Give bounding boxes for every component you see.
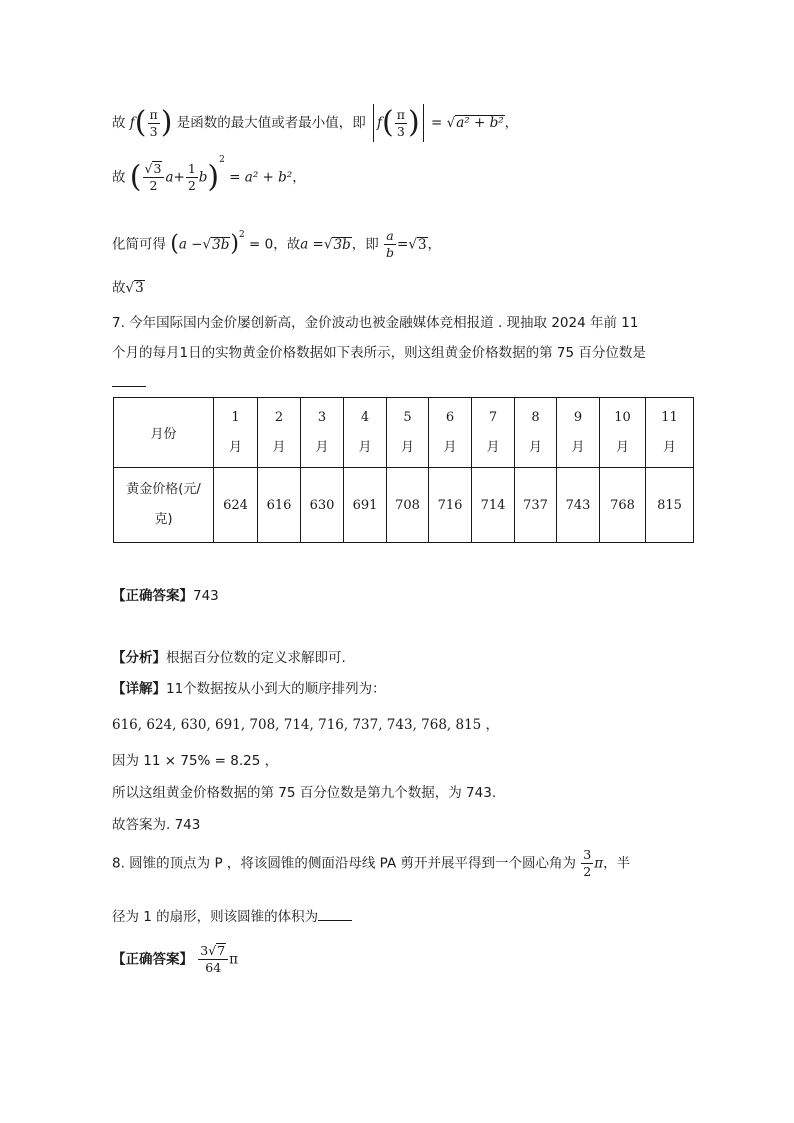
price-cell-8: 737 (515, 468, 557, 543)
question-7-line-2: 个月的每月1日的实物黄金价格数据如下表所示，则这组黄金价格数据的第 75 百分位数是 (112, 345, 646, 361)
formula-line-2: 故 ( $\frac{√3}{2}$ a+ $\frac{1}{2}$ b)$^2$ = a² + b²， (112, 155, 306, 195)
month-cell-9: 9 月 (557, 398, 600, 468)
fraction-sqrt3-over-2: $\frac{√3}{2}$ (143, 161, 165, 194)
question-7-line-1: 7. 今年国际国内金价屡创新高，金价波动也被金融媒体竞相报道 . 现抽取 2024 年前 11 (112, 315, 639, 331)
price-cell-7: 714 (472, 468, 515, 543)
table-row-months (114, 398, 694, 468)
abs-bar-right (423, 104, 424, 142)
analysis-7: 【分析】根据百分位数的定义求解即可. (112, 650, 346, 666)
rhs-a2-b2: = a² + b² (229, 169, 293, 186)
question-8-line-2: 径为 1 的扇形，则该圆锥的体积为 (112, 905, 352, 925)
sorted-values: 616, 624, 630, 691, 708, 714, 716, 737, 743, 768, 815 ， (112, 717, 500, 733)
gold-price-table (113, 397, 694, 543)
month-cell-5: 5 月 (387, 398, 429, 468)
detail-7: 【详解】11个数据按从小到大的顺序排列为： (112, 681, 386, 697)
month-cell-11: 11 月 (646, 398, 694, 468)
month-cell-10: 10 月 (600, 398, 646, 468)
fraction-1-over-2: $\frac{1}{2}$ (187, 161, 196, 193)
month-cell-4: 4 月 (344, 398, 387, 468)
final-answer-7: 故答案为. 743 (112, 817, 201, 833)
fraction-3sqrt7-over-64: $\frac{3√7}{64}$ (198, 943, 228, 976)
conclusion-line: 所以这组黄金价格数据的第 75 百分位数是第九个数据，为 743. (112, 785, 497, 801)
abs-bar-left (373, 104, 374, 142)
price-cell-9: 743 (557, 468, 600, 543)
formula-line-1: 故 f( $\frac{\pi}{3}$ ) 是函数的最大值或者最小值，即 f( $\frac{\pi}{3}$ ) = √a² + b²， (112, 105, 519, 140)
price-cell-2: 616 (258, 468, 301, 543)
table-header-price: 黄金价格(元/ 克) (114, 468, 214, 543)
price-cell-1: 624 (214, 468, 258, 543)
table-header-month: 月份 (114, 398, 214, 468)
price-cell-4: 691 (344, 468, 387, 543)
answer-blank-7 (112, 374, 146, 391)
fraction-a-over-b: $\frac{a}{b}$ (386, 228, 395, 260)
func-f: f (129, 115, 135, 131)
price-cell-5: 708 (387, 468, 429, 543)
month-cell-3: 3 月 (301, 398, 344, 468)
month-cell-2: 2 月 (258, 398, 301, 468)
answer-7: 【正确答案】743 (112, 588, 219, 604)
month-cell-7: 7 月 (472, 398, 515, 468)
question-8-line-1: 8. 圆锥的顶点为 P ，将该圆锥的侧面沿母线 PA 剪开并展平得到一个圆心角为 $\frac{3}{2}$ π，半 (112, 847, 631, 879)
formula-line-3: 化简可得 $(a -√3b)^2 = 0$，故a =√3b，即 $\frac{a}{b}$ =√3， (112, 228, 442, 260)
month-cell-6: 6 月 (429, 398, 472, 468)
price-cell-6: 716 (429, 468, 472, 543)
fraction-3-over-2: $\frac{3}{2}$ (583, 847, 592, 879)
table-row-prices (114, 468, 694, 543)
fraction-pi-over-3: $\frac{\pi}{3}$ (149, 106, 158, 139)
price-cell-3: 630 (301, 468, 344, 543)
price-cell-10: 768 (600, 468, 646, 543)
month-cell-1: 1 月 (214, 398, 258, 468)
formula-line-4: 故√3 (112, 280, 144, 296)
calc-line: 因为 11 × 75% = 8.25 ， (112, 753, 279, 769)
sqrt-a2-b2: a² + b² (456, 115, 504, 131)
price-cell-11: 815 (646, 468, 694, 543)
answer-8: 【正确答案】 $\frac{3√7}{64}$ π (112, 943, 239, 975)
month-cell-8: 8 月 (515, 398, 557, 468)
text-max-min: 是函数的最大值或者最小值，即 (176, 115, 366, 131)
text-gu: 故 (112, 115, 126, 131)
